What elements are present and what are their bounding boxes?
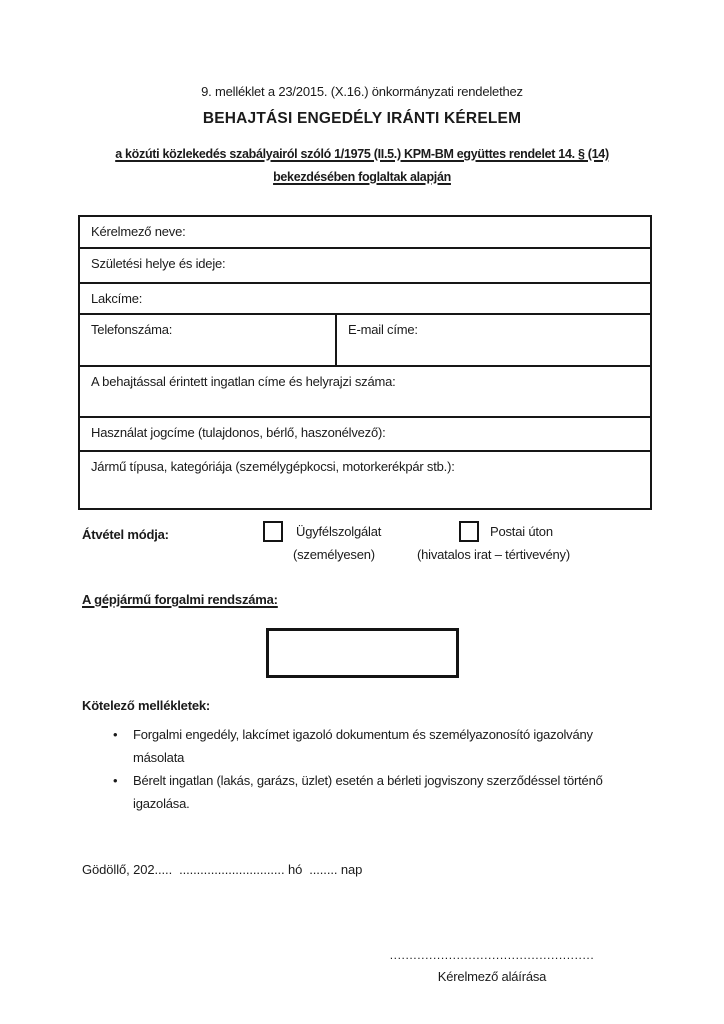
contact-row [80,315,650,367]
phone-field[interactable] [80,315,337,365]
attachment-item-text: Bérelt ingatlan (lakás, garázs, üzlet) esetén a bérleti jogviszony szerződéssel történő igazolása. [133,773,603,811]
signature-line[interactable]: .................................................... [389,948,595,962]
attachment-item [105,770,620,815]
form-subtitle-line1: a közúti közlekedés szabályairól szóló 1/1975 (II.5.) KPM-BM együttes rendelet 14. § (14) [115,147,609,161]
email-label: E-mail címe: [348,322,418,337]
vehicle-type-label: Jármű típusa, kategóriája (személygépkocsi, motorkerékpár stb.): [91,459,455,474]
postal-checkbox[interactable] [459,521,479,542]
signature-block [383,948,601,984]
postal-label: Postai úton [490,524,553,539]
attachments-heading: Kötelező mellékletek: [82,698,211,713]
address-label: Lakcíme: [91,291,143,306]
plate-heading-text: A gépjármű forgalmi rendszáma: [82,592,278,607]
signature-label: Kérelmező aláírása [437,969,547,984]
attachments-list [105,724,620,816]
property-address-field[interactable] [80,367,650,418]
delivery-method-label: Átvétel módja: [82,527,169,542]
applicant-name-label: Kérelmező neve: [91,224,186,239]
birth-place-date-label: Születési helye és ideje: [91,256,226,271]
bullet-icon: • [113,773,118,788]
date-line: Gödöllő, 202..... .............................. hó ........ nap [82,862,363,877]
bullet-icon: • [113,727,118,742]
usage-title-label: Használat jogcíme (tulajdonos, bérlő, haszonélvező): [91,425,386,440]
address-field[interactable] [80,284,650,315]
plate-heading [82,592,278,607]
applicant-table [78,215,652,510]
phone-label: Telefonszáma: [91,322,173,337]
birth-place-date-field[interactable] [80,249,650,284]
property-address-label: A behajtással érintett ingatlan címe és helyrajzi száma: [91,374,396,389]
page-annotation: 9. melléklet a 23/2015. (X.16.) önkormányzati rendelethez [201,84,523,99]
email-field[interactable] [337,315,650,365]
form-title: BEHAJTÁSI ENGEDÉLY IRÁNTI KÉRELEM [202,110,522,127]
customer-service-label: Ügyfélszolgálat [296,524,382,539]
vehicle-type-field[interactable] [80,452,650,508]
postal-sublabel: (hivatalos irat – tértivevény) [417,547,570,562]
customer-service-sublabel: (személyesen) [293,547,375,562]
customer-service-checkbox[interactable] [263,521,283,542]
applicant-name-field[interactable] [80,217,650,249]
form-subtitle [0,143,724,189]
usage-title-field[interactable] [80,418,650,452]
plate-input-box[interactable] [266,628,459,678]
attachment-item-text: Forgalmi engedély, lakcímet igazoló dokumentum és személyazonosító igazolvány másolata [133,727,593,765]
attachment-item [105,724,620,769]
form-subtitle-line2: bekezdésében foglaltak alapján [273,170,451,184]
